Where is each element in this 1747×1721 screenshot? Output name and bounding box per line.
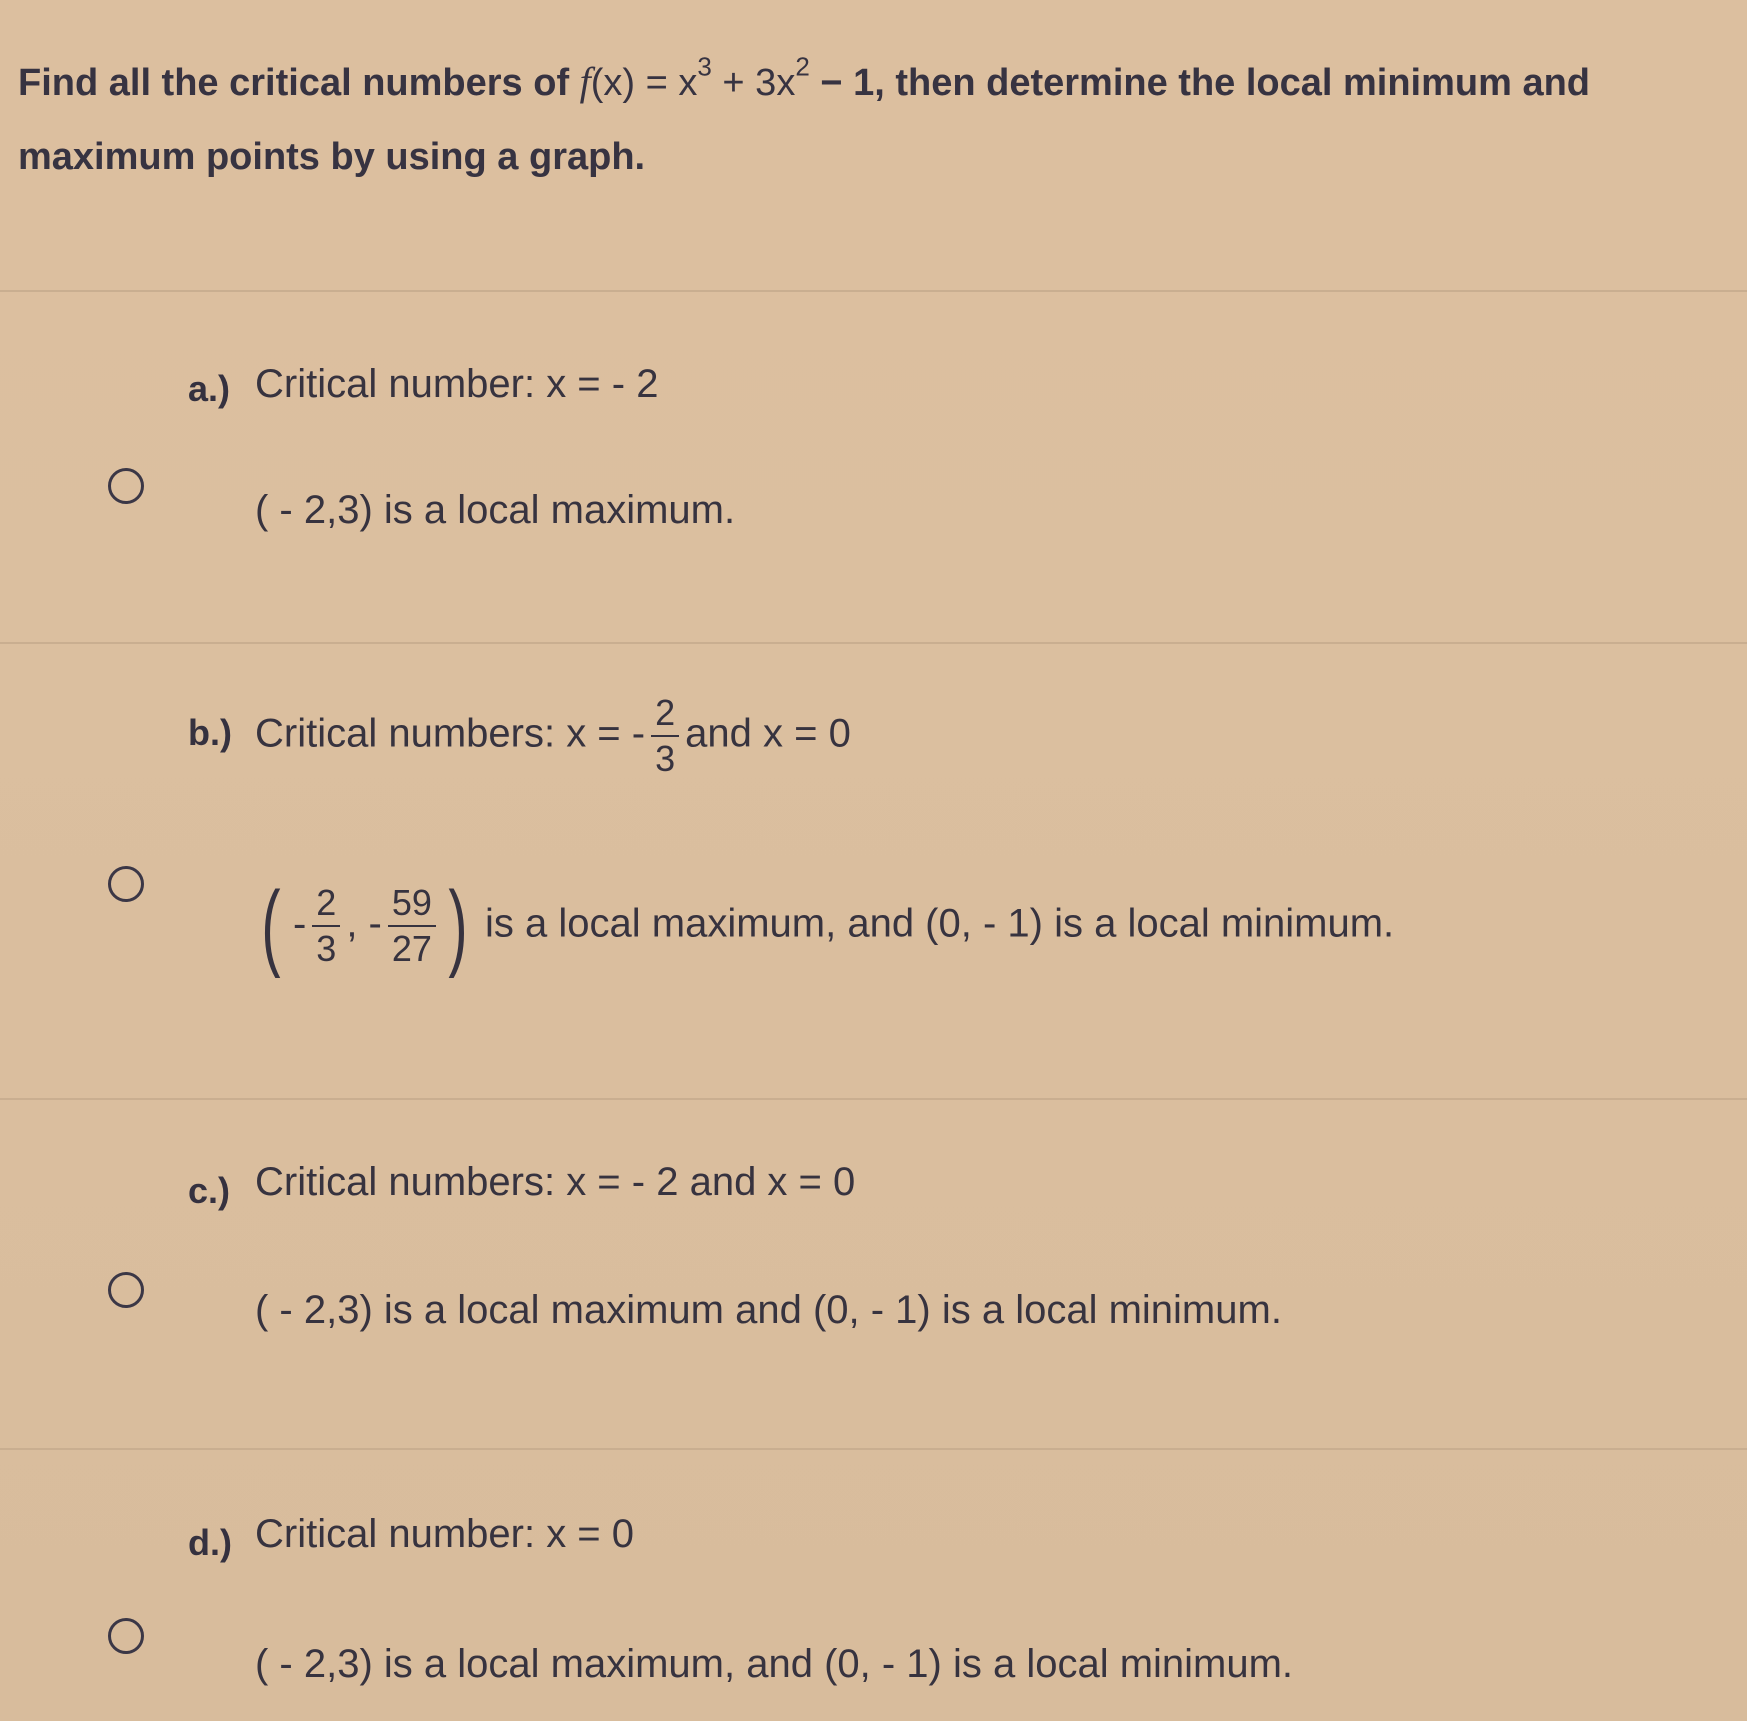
divider (0, 290, 1747, 292)
critical-prefix: Critical numbers: x = - (255, 711, 646, 756)
fraction-numerator: 2 (651, 695, 679, 737)
critical-number-text: Critical number: x = 0 (255, 1512, 635, 1556)
result-text: ( - 2,3) is a local maximum. (255, 488, 736, 532)
option-letter: c.) (188, 1170, 231, 1211)
function-expression (579, 51, 810, 104)
divider (0, 1098, 1747, 1100)
result-text (255, 872, 1395, 979)
question-tail: − 1, then determine the local minimum and (809, 62, 1591, 104)
critical-number-text: Critical numbers: x = - 2 and x = 0 (255, 1160, 856, 1204)
result-text: ( - 2,3) is a local maximum and (0, - 1) is a local minimum. (255, 1288, 1282, 1332)
radio-button-c[interactable] (108, 1272, 144, 1308)
left-paren: ( (261, 872, 281, 979)
result-suffix: is a local maximum, and (0, - 1) is a local minimum. (485, 901, 1395, 946)
radio-button-d[interactable] (108, 1618, 144, 1654)
fraction-numerator: 2 (312, 885, 340, 927)
question-prefix: Find all the critical numbers of (18, 62, 580, 104)
function-arg: (x) = x (590, 62, 698, 104)
critical-number-text (255, 692, 851, 779)
option-letter: d.) (188, 1522, 232, 1563)
question-line-2: maximum points by using a graph. (18, 136, 646, 178)
function-name: f (579, 59, 591, 104)
radio-button-a[interactable] (108, 468, 144, 504)
divider (0, 642, 1747, 644)
critical-number-text: Critical number: x = - 2 (255, 362, 659, 406)
fraction-denominator: 27 (391, 928, 432, 969)
fraction-denominator: 3 (316, 928, 337, 969)
function-term: + 3x (711, 62, 796, 104)
fraction (388, 882, 436, 969)
option-letter: a.) (188, 368, 231, 409)
fraction-denominator: 3 (655, 738, 676, 779)
divider (0, 1448, 1747, 1450)
fraction (312, 882, 340, 969)
point-separator: , - (346, 901, 382, 946)
result-text: ( - 2,3) is a local maximum, and (0, - 1) is a local minimum. (255, 1642, 1294, 1686)
option-letter: b.) (188, 712, 232, 753)
radio-button-b[interactable] (108, 866, 144, 902)
question-text (18, 45, 1718, 194)
fraction-numerator: 59 (388, 885, 436, 927)
fraction (651, 692, 679, 779)
exponent-3: 3 (697, 51, 712, 82)
negative-sign: - (292, 901, 307, 946)
critical-suffix: and x = 0 (685, 711, 851, 756)
right-paren: ) (448, 872, 468, 979)
exponent-2: 2 (795, 51, 810, 82)
question-line-1 (18, 45, 1718, 120)
